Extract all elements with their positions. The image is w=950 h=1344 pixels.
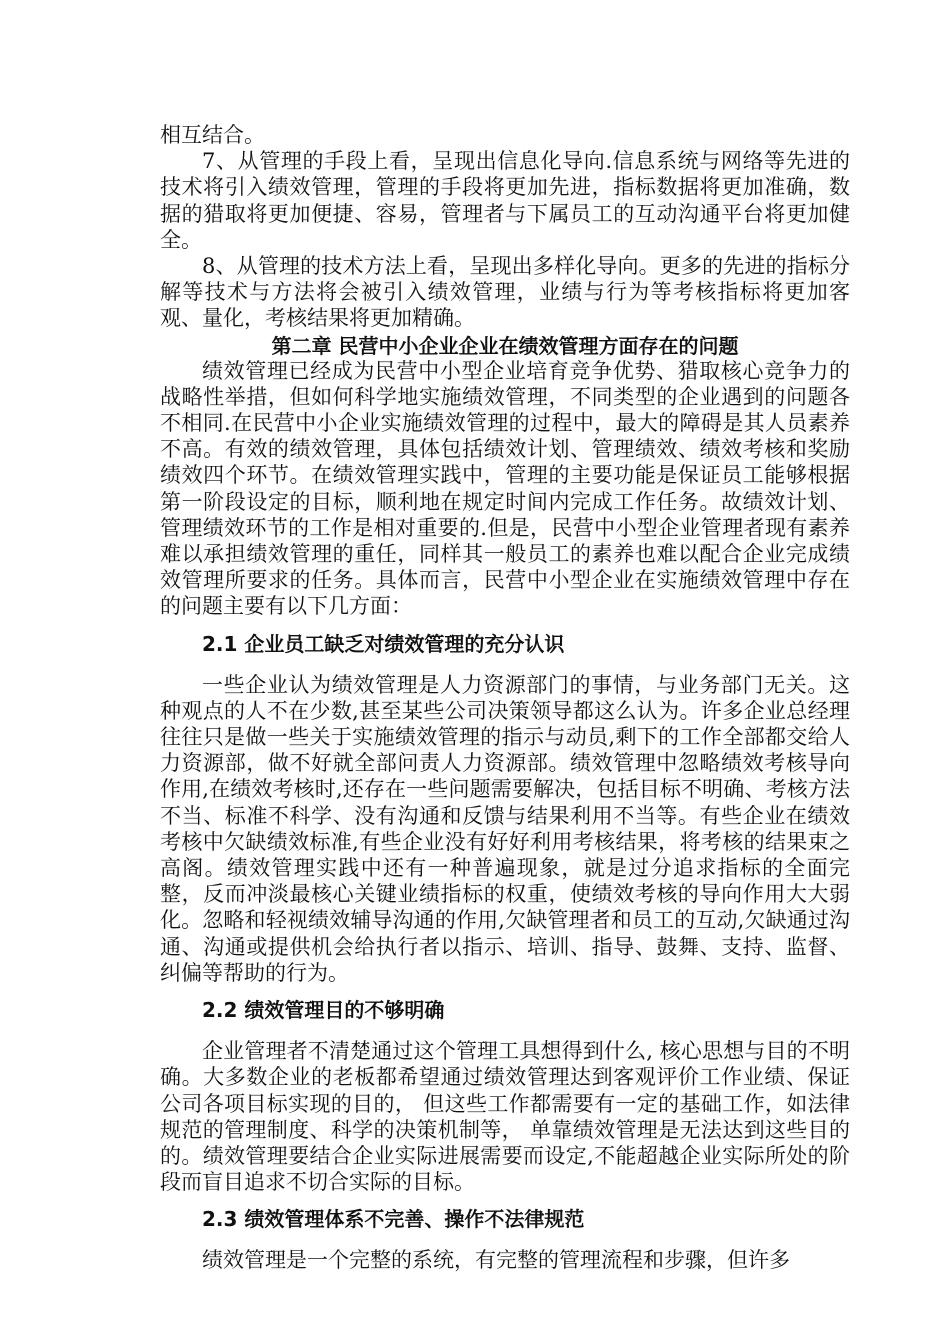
spacer (160, 1231, 850, 1247)
spacer (160, 656, 850, 672)
paragraph: 一些企业认为绩效管理是人力资源部门的事情，与业务部门无关。这种观点的人不在少数,甚至某些公司决策领导都这么认为。许多企业总经理往往只是做一些关于实施绩效管理的指示与动员,剩下的工作全部都交给人力资源部，做不好就全部问责人力资源部。绩效管理中忽略绩效考核导向作用,在绩效考核时,还存在一些问题需要解决，包括目标不明确、考核方法不当、标准不科学、没有沟通和反馈与结果利用不当等。有些企业在绩效考核中欠缺绩效标准,有些企业没有好好利用考核结果，将考核的结果束之高阁。绩效管理实践中还有一种普遍现象，就是过分追求指标的全面完整，反而冲淡最核心关键业绩指标的权重，使绩效考核的导向作用大大弱化。忽略和轻视绩效辅导沟通的作用,欠缺管理者和员工的互动,欠缺通过沟通、沟通或提供机会给执行者以指示、培训、指导、鼓舞、支持、监督、纠偏等帮助的行为。 (160, 672, 850, 985)
spacer (160, 1022, 850, 1038)
paragraph: 8、从管理的技术方法上看，呈现出多样化导向。更多的先进的指标分解等技术与方法将会被引入绩效管理，业绩与行为等考核指标将更加客观、量化，考核结果将更加精确。 (160, 254, 850, 331)
spacer (160, 1195, 850, 1207)
section-heading: 2.2 绩效管理目的不够明确 (202, 998, 445, 1023)
paragraph: 企业管理者不清楚通过这个管理工具想得到什么, 核心思想与目的不明确。大多数企业的老板都希望通过绩效管理达到客观评价工作业绩、保证公司各项目标实现的目的， 但这些工作都需要有一定的基础工作，如法律规范的管理制度、科学的决策机制等， 单靠绩效管理是无法达到这些目的的。绩效管理要结合企业实际进展需要而设定,不能超越企业实际所处的阶段而盲目追求不切合实际的目标。 (160, 1039, 850, 1195)
paragraph: 相互结合。 (160, 123, 265, 147)
paragraph: 绩效管理已经成为民营中小型企业培育竞争优势、猎取核心竞争力的战略性举措，但如何科学地实施绩效管理，不同类型的企业遇到的问题各不相同.在民营中小企业实施绩效管理的过程中，最大的障碍是其人员素养不高。有效的绩效管理，具体包括绩效计划、管理绩效、绩效考核和奖励绩效四个环节。在绩效管理实践中，管理的主要功能是保证员工能够根据第一阶段设定的目标，顺利地在规定时间内完成工作任务。故绩效计划、管理绩效环节的工作是相对重要的.但是，民营中小型企业管理者现有素养难以承担绩效管理的重任，同样其一般员工的素养也难以配合企业完成绩效管理所要求的任务。具体而言，民营中小型企业在实施绩效管理中存在的问题主要有以下几方面： (160, 358, 850, 619)
section-heading: 2.3 绩效管理体系不完善、操作不法律规范 (202, 1207, 585, 1232)
document-page (160, 122, 850, 1274)
spacer (160, 620, 850, 632)
paragraph: 绩效管理是一个完整的系统，有完整的管理流程和步骤，但许多 (202, 1248, 790, 1273)
chapter-title: 第二章 民营中小企业企业在绩效管理方面存在的问题 (271, 333, 739, 358)
spacer (160, 986, 850, 998)
section-heading: 2.1 企业员工缺乏对绩效管理的充分认识 (202, 631, 565, 656)
paragraph: 7、从管理的手段上看，呈现出信息化导向.信息系统与网络等先进的技术将引入绩效管理，管理的手段将更加先进，指标数据将更加准确，数据的猎取将更加便捷、容易，管理者与下属员工的互动沟通平台将更加健全。 (160, 149, 850, 252)
